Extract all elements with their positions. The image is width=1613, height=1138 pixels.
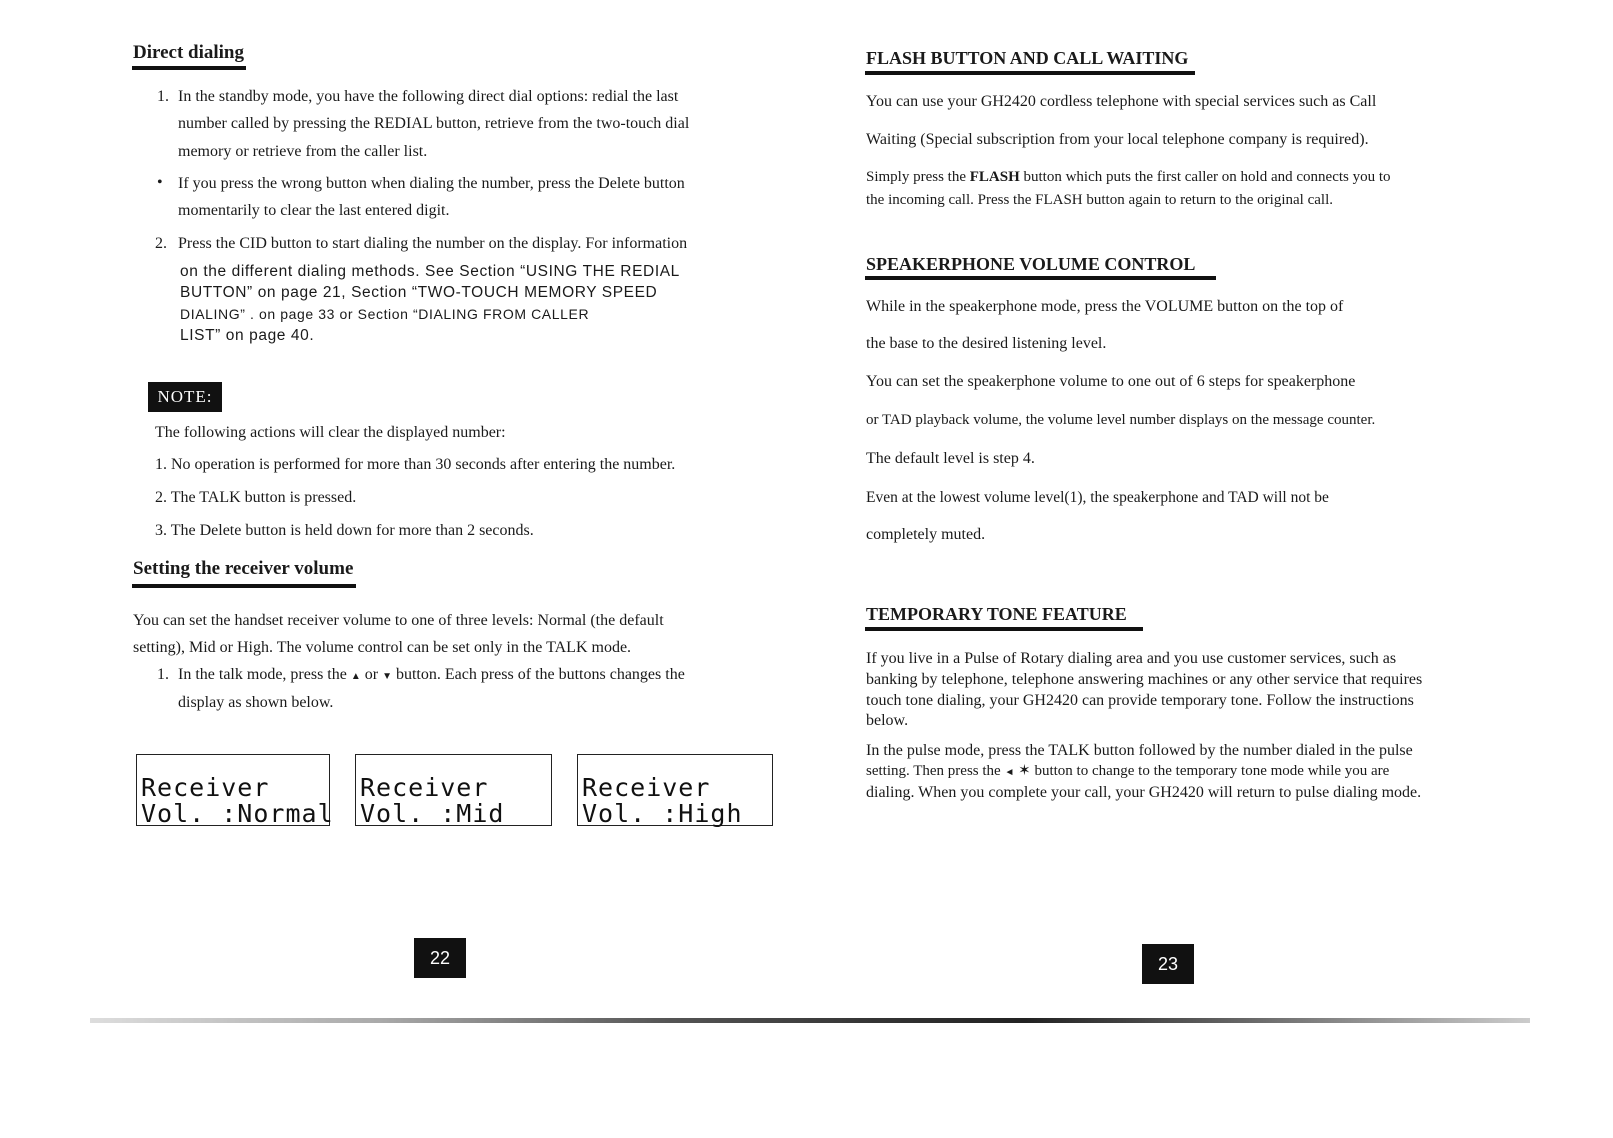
lcd-line1: Receiver <box>360 773 489 802</box>
direct-dial-item2-line2: on the different dialing methods. See Section “USING THE REDIAL <box>180 263 680 280</box>
note-item-2: 2. The TALK button is pressed. <box>155 489 357 506</box>
receiver-volume-para-line2: setting), Mid or High. The volume control can be set only in the TALK mode. <box>133 639 632 656</box>
note-label: NOTE: <box>148 382 222 412</box>
tone-para1-line2: banking by telephone, telephone answering machines or any other service that requires <box>866 671 1423 688</box>
note-intro: The following actions will clear the displayed number: <box>155 424 506 441</box>
receiver-volume-heading: Setting the receiver volume <box>133 558 354 579</box>
tone-para2-line1: In the pulse mode, press the TALK button followed by the number dialed in the pulse <box>866 742 1413 759</box>
speakerphone-heading: SPEAKERPHONE VOLUME CONTROL <box>866 254 1196 274</box>
tone-para2-a: setting. Then press the <box>866 763 1001 779</box>
direct-dialing-heading: Direct dialing <box>133 42 245 63</box>
lcd-line2: Vol. :Normal <box>141 799 334 828</box>
star-icon: ✶ <box>1018 763 1031 779</box>
note-item-3: 3. The Delete button is held down for more than 2 seconds. <box>155 522 534 539</box>
item1-text-a: In the talk mode, press the <box>178 666 347 683</box>
lcd-line1: Receiver <box>582 773 711 802</box>
flash-para2-a: Simply press the <box>866 169 970 185</box>
down-arrow-icon: ▼ <box>382 671 392 682</box>
direct-dial-item2-line4: DIALING” . on page 33 or Section “DIALING FROM CALLER <box>180 306 590 322</box>
tone-para2-line2 <box>866 761 1389 783</box>
heading-underline <box>865 71 1195 75</box>
tone-para2-b: button to change to the temporary tone mode while you are <box>1034 763 1390 779</box>
flash-line1: You can use your GH2420 cordless telephone with special services such as Call <box>866 93 1377 110</box>
bullet-line2: momentarily to clear the last entered digit. <box>178 202 450 219</box>
heading-underline <box>132 66 246 70</box>
flash-para2-b: button which puts the first caller on hold and connects you to <box>1019 169 1391 185</box>
tone-para1-line4: below. <box>866 712 909 729</box>
heading-underline <box>132 584 356 588</box>
lcd-line2: Vol. :Mid <box>360 799 505 828</box>
speakerphone-line3: You can set the speakerphone volume to one out of 6 steps for speakerphone <box>866 373 1356 390</box>
tone-para1-line1: If you live in a Pulse of Rotary dialing area and you use customer services, such as <box>866 650 1397 667</box>
speakerphone-line4: or TAD playback volume, the volume level number displays on the message counter. <box>866 412 1376 428</box>
scan-artifact <box>90 1018 1530 1023</box>
item-number: 2. <box>155 235 167 252</box>
speakerphone-line1: While in the speakerphone mode, press the VOLUME button on the top of <box>866 298 1344 315</box>
direct-dial-item1-line2: number called by pressing the REDIAL button, retrieve from the two-touch dial <box>178 115 690 132</box>
page-number-left: 22 <box>414 938 466 978</box>
speakerphone-line6: Even at the lowest volume level(1), the speakerphone and TAD will not be <box>866 489 1329 506</box>
flash-heading: FLASH BUTTON AND CALL WAITING <box>866 48 1189 68</box>
bullet-icon: • <box>157 174 163 191</box>
page-number-right: 23 <box>1142 944 1194 984</box>
heading-underline <box>865 276 1216 280</box>
flash-line2: Waiting (Special subscription from your local telephone company is required). <box>866 131 1369 148</box>
bullet-line1: If you press the wrong button when dialing the number, press the Delete button <box>178 175 685 192</box>
note-item-1: 1. No operation is performed for more than 30 seconds after entering the number. <box>155 456 676 473</box>
lcd-display-mid <box>355 754 552 826</box>
speakerphone-line7: completely muted. <box>866 526 986 543</box>
direct-dial-item2-line5: LIST” on page 40. <box>180 327 315 344</box>
tone-para1-line3: touch tone dialing, your GH2420 can provide temporary tone. Follow the instructions <box>866 692 1414 709</box>
receiver-volume-item1-line2: display as shown below. <box>178 694 334 711</box>
receiver-volume-item1-line1 <box>178 664 685 687</box>
item-number: 1. <box>157 666 169 683</box>
lcd-line2: Vol. :High <box>582 799 743 828</box>
tone-para2-line3: dialing. When you complete your call, your GH2420 will return to pulse dialing mode. <box>866 784 1422 801</box>
temporary-tone-heading: TEMPORARY TONE FEATURE <box>866 604 1127 624</box>
flash-para2-line1 <box>866 167 1391 188</box>
receiver-volume-para-line1: You can set the handset receiver volume to one of three levels: Normal (the default <box>133 612 664 629</box>
direct-dial-item2-line3: BUTTON” on page 21, Section “TWO-TOUCH MEMORY SPEED <box>180 284 658 301</box>
item-number: 1. <box>157 88 169 105</box>
speakerphone-line2: the base to the desired listening level. <box>866 335 1107 352</box>
up-arrow-icon: ▲ <box>350 671 361 682</box>
flash-bold: FLASH <box>969 169 1020 185</box>
direct-dial-item2-line1: Press the CID button to start dialing the number on the display. For information <box>178 235 688 252</box>
lcd-display-normal <box>136 754 334 828</box>
lcd-line1: Receiver <box>141 773 270 802</box>
or-text: or <box>364 666 379 683</box>
left-arrow-icon: ◄ <box>1004 767 1015 778</box>
speakerphone-line5: The default level is step 4. <box>866 450 1035 467</box>
direct-dial-item1-line1: In the standby mode, you have the following direct dial options: redial the last <box>178 88 679 105</box>
direct-dial-item1-line3: memory or retrieve from the caller list. <box>178 143 428 160</box>
flash-para2-line2: the incoming call. Press the FLASH button again to return to the original call. <box>866 192 1333 208</box>
heading-underline <box>865 627 1143 631</box>
lcd-display-high <box>577 754 773 826</box>
item1-text-b: button. Each press of the buttons changes the <box>395 666 685 683</box>
